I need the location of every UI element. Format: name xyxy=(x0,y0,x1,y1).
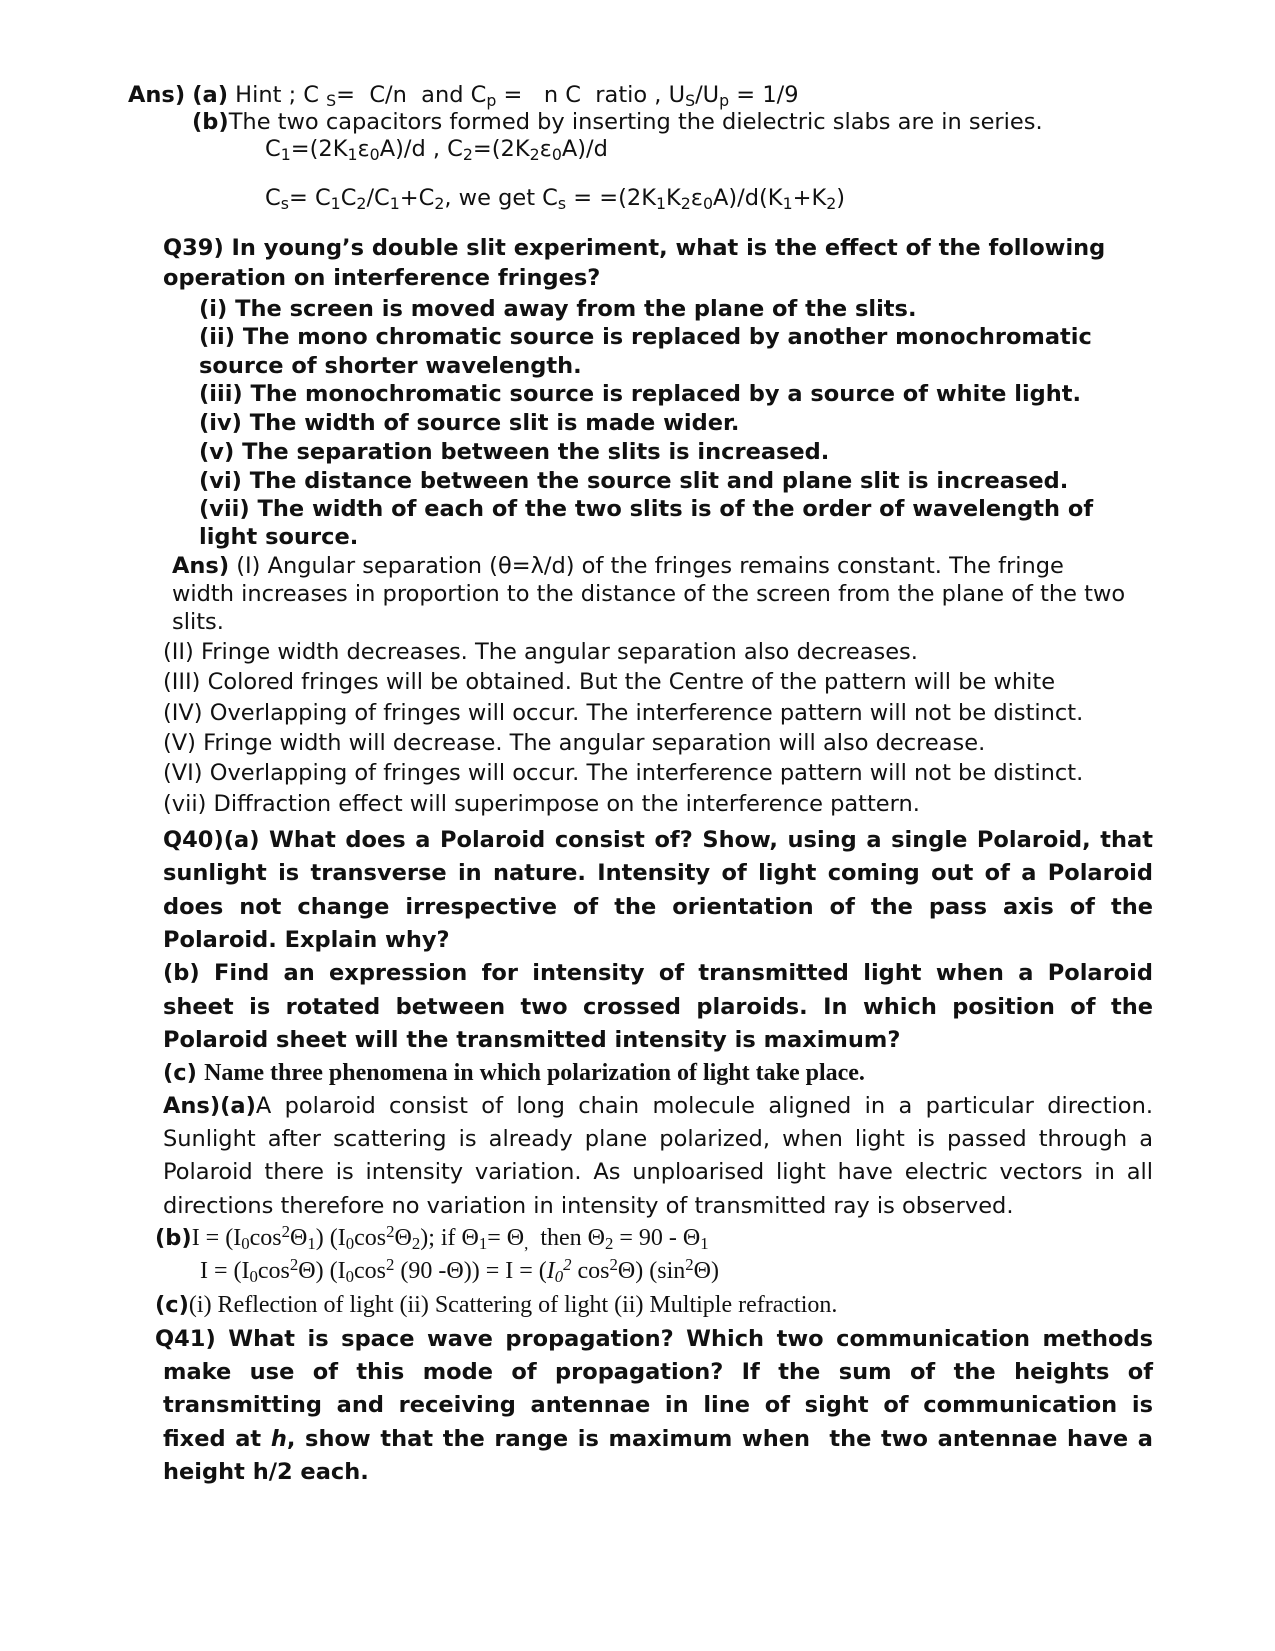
q39-answer-line xyxy=(172,551,1064,581)
q39-question-line: operation on interference fringes? xyxy=(163,265,601,291)
q40-answer-b-eq1 xyxy=(155,1223,709,1253)
q41-question-line: height h/2 each. xyxy=(163,1459,369,1485)
answer-label: Ans) xyxy=(128,82,186,108)
q40-answer-line: Polaroid there is intensity variation. As unploarised light have electric vectors in all xyxy=(163,1159,1153,1185)
q40-part-b-line: Polaroid sheet will the transmitted intensity is maximum? xyxy=(163,1027,901,1053)
q39-answer-item: (vii) Diffraction effect will superimpose on the interference pattern. xyxy=(163,791,920,817)
q39-answer-item: (II) Fringe width decreases. The angular separation also decreases. xyxy=(163,639,918,665)
q40-question-line: Polaroid. Explain why? xyxy=(163,927,450,953)
intensity-equation: $I = (I_0\cos^2\Theta_1)$ $(I_0\cos^2\Theta_2)$; if $\Theta_1= \Theta_,$ then $\Theta_2 = 90 - \Theta_1$ xyxy=(191,1222,709,1253)
q39-item: (iv) The width of source slit is made wider. xyxy=(199,410,740,436)
q39-item: (iii) The monochromatic source is replaced by a source of white light. xyxy=(199,381,1082,407)
q39-item: source of shorter wavelength. xyxy=(199,353,582,379)
q39-answer-line: slits. xyxy=(172,609,224,635)
q40-part-b-line: sheet is rotated between two crossed plaroids. In which position of the xyxy=(163,994,1153,1020)
answer-label: Ans) xyxy=(172,553,230,579)
prev-answer-a xyxy=(128,80,799,110)
q39-item: (ii) The mono chromatic source is replaced by another monochromatic xyxy=(199,324,1092,350)
q40-answer-c xyxy=(155,1290,837,1320)
q39-answer-item: (III) Colored fringes will be obtained. But the Centre of the pattern will be white xyxy=(163,669,1056,695)
part-label: (b) xyxy=(155,1225,192,1251)
q39-answer-item: (V) Fringe width will decrease. The angular separation will also decrease. xyxy=(163,730,986,756)
q40-question-line: Q40)(a) What does a Polaroid consist of? Show, using a single Polaroid, that xyxy=(163,827,1153,853)
q39-item: (vii) The width of each of the two slits is of the order of wavelength of xyxy=(199,496,1094,522)
q40-question-line: does not change irrespective of the orientation of the pass axis of the xyxy=(163,894,1153,920)
q41-question-line: make use of this mode of propagation? If the sum of the heights of xyxy=(163,1359,1153,1385)
part-c-text: Name three phenomena in which polarization of light take place. xyxy=(204,1060,865,1086)
q39-answer-line: width increases in proportion to the distance of the screen from the plane of the two xyxy=(172,581,1126,607)
hint-text: Hint ; C $_S$= C/n and $C_p = n$ C ratio , $U_S/U_p = 1/9$ xyxy=(235,82,799,110)
q41-question-line: transmitting and receiving antennae in line of sight of communication is xyxy=(163,1392,1153,1418)
prev-answer-b xyxy=(192,107,1043,137)
capacitance-formula-2: $C_s= C_1C_2/C_1+C_2$, we get $C_s = =(2K_1K_2\varepsilon_0A)/d(K_1+K_2)$ xyxy=(265,185,846,213)
q40-answer-line xyxy=(163,1091,1153,1121)
q39-item: (v) The separation between the slits is increased. xyxy=(199,439,830,465)
q40-part-b-line: (b) Find an expression for intensity of transmitted light when a Polaroid xyxy=(163,960,1153,986)
q40-answer-b-eq2: $I = (I_0\cos^2\Theta)$ ($I_0\cos^2$ (90 $-\Theta)) = I = (I_0^2$ $\cos^2\Theta$) $(\sin^2\Theta)$ xyxy=(200,1255,719,1286)
capacitance-formula-1: $C_1=(2K_1\varepsilon_0A)/d$ , $C_2=(2K_2\varepsilon_0A)/d$ xyxy=(265,136,608,164)
part-label: (a) xyxy=(192,82,229,108)
q41-question-line: Q41) What is space wave propagation? Which two communication methods xyxy=(155,1326,1153,1352)
q39-answer-item: (VI) Overlapping of fringes will occur. The interference pattern will not be distinct. xyxy=(163,760,1084,786)
answer-c-text: (i) Reflection of light (ii) Scattering of light (ii) Multiple refraction. xyxy=(188,1292,838,1318)
part-b-text: The two capacitors formed by inserting the dielectric slabs are in series. xyxy=(228,109,1043,135)
q39-item: light source. xyxy=(199,524,359,550)
answer-text: A polaroid consist of long chain molecule aligned in a particular direction. xyxy=(255,1093,1153,1119)
part-label: (b) xyxy=(192,109,229,135)
q41-question-line: fixed at h, show that the range is maximum when the two antennae have a xyxy=(163,1426,1153,1452)
part-label: (c) xyxy=(163,1060,197,1086)
answer-text: (I) Angular separation (θ=λ/d) of the fringes remains constant. The fringe xyxy=(236,553,1064,579)
q40-answer-line: Sunlight after scattering is already plane polarized, when light is passed through a xyxy=(163,1126,1153,1152)
q40-question-line: sunlight is transverse in nature. Intensity of light coming out of a Polaroid xyxy=(163,860,1153,886)
q39-answer-item: (IV) Overlapping of fringes will occur. The interference pattern will not be distinct. xyxy=(163,700,1084,726)
answer-label: Ans)(a) xyxy=(163,1093,256,1119)
q39-item: (i) The screen is moved away from the plane of the slits. xyxy=(199,296,917,322)
q40-part-c xyxy=(163,1058,865,1088)
q40-answer-line: directions therefore no variation in intensity of transmitted ray is observed. xyxy=(163,1193,1014,1219)
part-label: (c) xyxy=(155,1292,189,1318)
q39-question-line: Q39) In young’s double slit experiment, what is the effect of the following xyxy=(163,235,1106,261)
q39-item: (vi) The distance between the source slit and plane slit is increased. xyxy=(199,468,1069,494)
